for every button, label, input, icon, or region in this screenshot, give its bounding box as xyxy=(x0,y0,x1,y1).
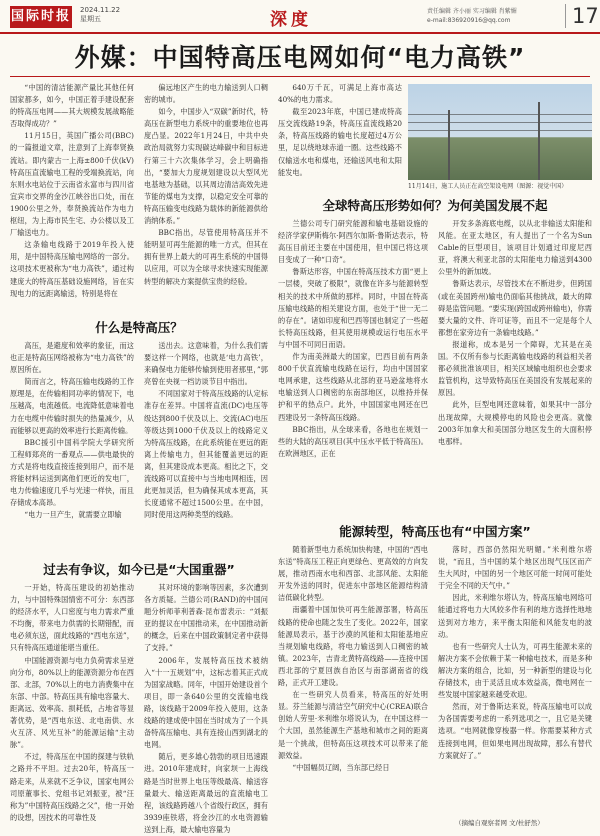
section-title: 深度 xyxy=(270,10,312,30)
paragraph: 一开始，特高压建设的初始推动力，与中国特殊国情密不可分：东西部的经济水平，人口密度与电力需求严重不均衡，带来电力供需的长期错配，而电必须东送，面此线路的“西电东送”，只有特高压通道能堪当重任。 xyxy=(10,583,134,653)
headline: 外媒：中国特高压电网如何“电力高铁” xyxy=(74,43,526,72)
source-credit: （摘编自观察者网 文/杜舒然） xyxy=(455,819,544,827)
debate-column-right xyxy=(144,582,268,834)
page-header xyxy=(0,0,600,34)
editor-credits xyxy=(427,7,559,25)
what-column-right xyxy=(144,340,268,552)
transition-column-left xyxy=(278,544,428,816)
transmission-tower-icon xyxy=(538,102,540,180)
paragraph: 在一些研究人员看来，特高压的好处明显。芬兰能源与清洁空气研究中心(CREA)联合创始人劳里·米利维尔塔说认为，在中国这样一个大国，虽然能源生产基地和城市之间的距离是一个挑战，但特高压这项技术可以带来了能源效益。 xyxy=(278,690,428,760)
paragraph: 不同国家对于特高压线路的认定标准存在差异。中国将直流(DC)电压等级达到800千伏及以上、交流(AC)电压等级达到1000千伏及以上的线路定义为特高压线路，在此系统能在更远的距离上传输电力，但其能覆盖更远的距离，但其建设成本更高。相比之下，交流线路可以直接中与当地电网相连，因此更加灵活，但为确保其成本更高，其长度通常不超过1500公里。在中国，同时使用这两种类型的线路。 xyxy=(144,389,268,520)
issue-date xyxy=(80,6,120,24)
paragraph: 这条输电线路于2019年投入使用，是中国特高压输电网络的一部分。这项技术更被称为“电力高铁”，通过构建庞大的特高压基础设施网络，旨在实现电力的远距离输送，特别是将在 xyxy=(10,240,134,298)
paragraph: 鲁斯达形容，中国在特高压技术方面“更上一层楼，突破了极限”，就像在许多与能源转型相关的技术中所做的那样。同时，中国在特高压输电线路的相关建设方面，也处于“世一无二的存在”。诸如印度和巴西等国也制定了一些超长特高压线路，但其使用规模或运行电压水平与中国不可同日而语。 xyxy=(278,267,428,349)
paragraph: 2006年，发展特高压技术被纳入“十一五规划”中，这标志着其正式成为国家战略。同年，中国开始建设首个项目，即一条640公里的交流输电线路，该线路于2009年投入使用，这条线路的建成使中国在当时成为了一个具备特高压输电、具有连接山西到湖北的电网。 xyxy=(144,655,268,750)
paragraph: 作为南美洲最大的国家，巴西目前有两条800千伏直流输电线路在运行，均由中国国家电网承建，这些线路从北部的亚马逊盆地将水电输送到人口稠密的东南部地区，以维持并保护和平的热点户。此外，中国国家电网还在巴西建设另一条特高压线路。 xyxy=(278,352,428,422)
paragraph: BBC援引中国科学院大学研究所工程师郑亮的一番观点——供电最快的方式是将电线直接连接到用户，而不是将能材料运送到离他们更近的发电厂，电力传输速度几乎与光速一样快，而且存储成本高昂。 xyxy=(10,437,134,508)
paragraph: 偏远地区产生的电力输送到人口稠密的城市。 xyxy=(144,83,268,105)
paragraph: 不过，特高压在中国的探建与铁轨之路并不平坦。过去20年，特高压一路走来，从来就不乏争议，国家电网公司原董事长、党组书记刘振亚，被“汪称为”中国特高压线路之父”，他一开始的设想，因技术的可靠性及 xyxy=(10,752,134,822)
article-column-1 xyxy=(10,82,134,310)
paragraph: 截至2023年底，中国已建成特高压交流线路19条，特高压直流线路20条，特高压线路的输电长度超过4万公里，足以绕地球赤道一圈。这些线路不仅输送水电和煤电，还输送风电和太阳能发电。 xyxy=(278,107,402,177)
power-line-wire xyxy=(408,114,592,115)
headline-rule xyxy=(10,76,590,77)
debate-column-left xyxy=(10,582,134,822)
photo-caption: 11月14日，施工人员正在高空架设电网（图源：视觉中国） xyxy=(408,183,568,190)
paragraph: 南疆着中国加快可再生能源部署，特高压线路的使命也随之发生了变化。2022年，国家能源局表示，基于沙漠的风能和太阳能基地应当规划输电线路，将电力输送到人口稠密的城镇。2023年，吉青北黄特高线路——连接中国西北部的宁夏回族自治区与南部湖南省的线路，正式开工建设。 xyxy=(278,605,428,688)
paragraph: 640万千瓦，可满足上海市高达40%的电力需求。 xyxy=(278,83,402,105)
editor-email: e-mail:836920916@qq.com xyxy=(427,17,511,24)
paragraph: 送出去。这意味着，为什么我们需要这样一个网络，也就是‘电力高铁’，来确保电力能够传输到使用者那里，”郭亮曾在央视一档访谈节目中指出。 xyxy=(144,341,268,387)
paragraph: BBC指出，从全球来看，各地也在规划一些的大陆的高压项目(其中压水平低于特高压)。在欧洲地区，正在 xyxy=(278,424,428,458)
paragraph: 因此，米利维尔塔认为，特高压输电网络可能通过将电力大风较多作有利的地方选择性地地送到对方地方，来平衡太阳能和风能发电的波动。 xyxy=(438,593,592,639)
global-column-right xyxy=(438,218,592,514)
paragraph: 如今，中国步入“双碳”新时代，特高压在新型电力系统中的重要地位也再度凸显。2022年1月24日，中共中央政治局就努力实现碳达峰碳中和目标进行第三十六次集体学习，会上明确指出，“要加大力度规划建设以大型风光电基地为基础，以其周边清洁高效先进节能的煤电为支撑，以稳定安全可靠的特高压输变电线路为载体的新能源供给消纳体系。” xyxy=(144,107,268,226)
what-column-left xyxy=(10,340,134,552)
paragraph: 其对环境的影响等因素，多次遭到各方质疑。兰德公司(RAND)的中国问题分析师菲利普森·昆布雷表示：“刘振亚的提议在中国推动来，在中国推动新的概念，后来在中国政策制定者中获得了支持。” xyxy=(144,583,268,653)
power-line-wire xyxy=(408,122,592,123)
subhead-global: 全球特高压形势如何？为何美国发展不起 xyxy=(322,198,548,213)
page-number: 17 xyxy=(565,4,599,28)
paragraph: “中国幅员辽阔，当东部已经日 xyxy=(292,762,390,772)
paragraph: 然而，对于鲁斯达来说，特高压输电可以成为各国需要考虑的一系列选项之一，且它是关键选项。“电网就像穿梭器一样。你需要某种方式连接到电网，但如果电网出现故障，那么有替代方案就好了。” xyxy=(438,702,592,760)
paragraph: 简而言之，特高压输电线路的工作原理是，在传输相同功率的情况下，电压越高，电流越低。电流降低意味着电力在电缆中传输时损失的热量减少，从而能够以更高的效率进行长距离传输。 xyxy=(10,377,134,435)
subhead-debate: 过去有争议，如今已是“大国重器” xyxy=(43,562,235,577)
paragraph: 落时，西部仍然阳光明媚。”米利维尔塔说，“而且，当中国的某个地区出现气压区而产生大风时，中国的另一个地区可能一时间可能处于完全不同的天气中。” xyxy=(438,545,592,591)
power-line-wire xyxy=(408,130,592,131)
paragraph: 高压，是避度和效率的象征，而这也正是特高压网络被称为“电力高铁”的原因所在。 xyxy=(10,341,134,375)
paragraph: 也有一些研究人士认为，可再生能源未来的解决方案不会依赖于某一种输电技术，而是多种解决方案的组合，比如，另一种新型的建设与化存储技术，由于灵活且成本效益高，微电网在一些发展中国家越来越受欢迎。 xyxy=(438,641,592,700)
article-column-3 xyxy=(278,82,402,192)
weekday-text: 星期五 xyxy=(80,15,101,23)
paragraph: 兰德公司专门研究能源和输电基础设施的经济学家伊斯梅尔·阿西尔加斯·鲁斯达表示，特高压目前还主要在中国使用，但中国已将这项目变成了一种“口奇”。 xyxy=(278,219,428,265)
subhead-transition: 能源转型，特高压也有“中国方案” xyxy=(339,524,531,539)
paragraph: 随后，更多雄心勃勃的项目迅速跟进。2010年建成时，向家坝一上海线路是当时世界上电压等级最高、输送容量最大、输送距离最远的直流输电工程，该线路跨越八个省级行政区，拥有3939座铁塔，将金沙江的水电资源输送到上海，最大输电容量为 xyxy=(144,752,268,834)
date-text: 2024.11.22 xyxy=(80,6,121,14)
subhead-what: 什么是特高压？ xyxy=(95,320,183,335)
article-column-2 xyxy=(144,82,268,310)
paragraph: 开发多条海底电缆，以从北非输送太阳能和风能。在亚太地区，有人提出了一个名为Sun Cable的巨型项目，该项目计划通过印度尼西亚，将澳大利亚北部的太阳能电力输送到4300公里外的新加坡。 xyxy=(438,219,592,277)
paragraph: BBC指出，尽管使用特高压并不能明显可再生能源的唯一方式，但其在拥有世界上最大的可再生系统的中国得以应用，可以为全球寻求快速实现能源转型的解决方案提供宝贵的经验。 xyxy=(144,228,268,286)
transition-column-right xyxy=(438,544,592,816)
editors-line: 责任编辑 齐小丽 实习编辑 肖紫媚 xyxy=(427,8,517,15)
transmission-tower-icon xyxy=(448,110,450,180)
paragraph: 中国能源资源与电力负荷需求呈逆向分布，80%以上的能源资源分布在西部、北部，70%以上的电力消费集中在东部、中部。特高压具有输电容量大、距离远、效率高、损耗低，占地省等显著优势，是“西电东送、北电南供、水火互济、风光互补”的能源运输“主动脉”。 xyxy=(10,655,134,750)
paragraph: 鲁斯达表示，尽管技术在不断进步，但跨国(或在美国跨州)输电仍面临其他挑战，最大的障碍是监管问题。“要实现(跨国或跨州输电)，你需要大量的文件、许可证等，而且不一定是每个人都想在家旁边有一条输电线路。” xyxy=(438,279,592,337)
paragraph: 此外，巨型电网还意味着，如果其中一部分出现故障，大规模停电的风险也会更高。就像2003年加拿大和美国部分地区发生的大面积停电那样。 xyxy=(438,400,592,446)
power-line-photo xyxy=(408,84,592,180)
paragraph: 11月15日，英国广播公司(BBC)的一篇报道文章，注意到了上海奉贤换流站。即内蒙古一上海±800千伏(kV)特高压直流输电工程的受端换流站，向东则水电站位于云南省永富市与四川省宜宾市交界的金沙江峡谷出口处，而在1900公里之外，奉贤换流站作为电力枢纽，为上海市民生宅、办公楼以及工厂输送电力。 xyxy=(10,131,134,238)
global-column-left xyxy=(278,218,428,514)
newspaper-logo: 国际时报 xyxy=(10,6,72,28)
paragraph: “电力一旦产生，就需要立即输 xyxy=(24,510,122,520)
paragraph: 报道称，成本是另一个障碍，尤其是在美国。不仅所有参与长距离输电线路的利益相关者都必须批准该项目，相关区域输电组织也会要求监管机构，这导致特高压在美国没有发展起来的原因。 xyxy=(438,339,592,398)
paragraph: 随着新型电力系统加快构建，中国的“西电东送”特高压工程正向更绿色、更高效的方向发展，推动西南水电和西部、北部风能、太阳能开发外送的同时，促进东中部地区能源结构清洁低碳化转型。 xyxy=(278,545,428,603)
paragraph: “中国的清洁能源产量比其他任何国家都多，如今，中国正着手建设配套的特高压电网——其大规模发展战略能否取得成功？” xyxy=(10,83,134,129)
